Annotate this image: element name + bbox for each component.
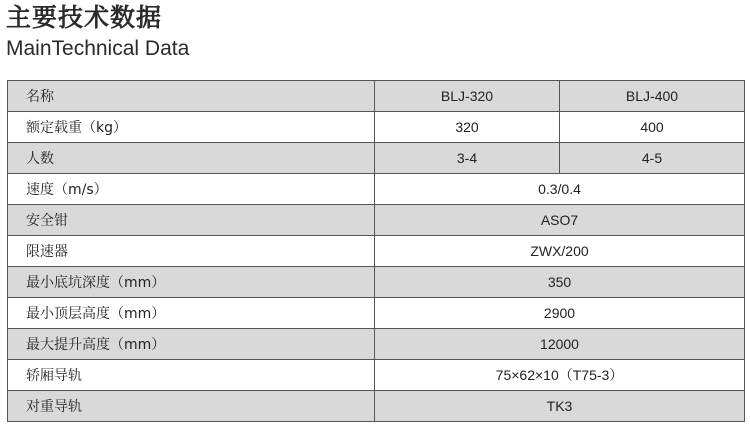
persons-blj-320: 3-4 (375, 143, 560, 174)
table-row (8, 298, 745, 329)
table-row (8, 112, 745, 143)
header-model-blj-400: BLJ-400 (560, 81, 745, 112)
technical-data-table (7, 80, 745, 422)
speed-governor-value: ZWX/200 (375, 236, 745, 267)
row-label-car-guide-rail: 轿厢导轨 (8, 360, 375, 391)
row-label-counterweight-guide-rail: 对重导轨 (8, 391, 375, 422)
row-label-persons: 人数 (8, 143, 375, 174)
table-row (8, 267, 745, 298)
header-model-blj-320: BLJ-320 (375, 81, 560, 112)
persons-blj-400: 4-5 (560, 143, 745, 174)
table-header-row (8, 81, 745, 112)
car-guide-rail-value: 75×62×10（T75-3） (375, 360, 745, 391)
counterweight-guide-rail-value: TK3 (375, 391, 745, 422)
max-travel-height-value: 12000 (375, 329, 745, 360)
row-label-min-pit-depth: 最小底坑深度（mm） (8, 267, 375, 298)
table-row (8, 360, 745, 391)
row-label-min-headroom: 最小顶层高度（mm） (8, 298, 375, 329)
header-name-cell: 名称 (8, 81, 375, 112)
min-headroom-value: 2900 (375, 298, 745, 329)
row-label-max-travel-height: 最大提升高度（mm） (8, 329, 375, 360)
table-row (8, 143, 745, 174)
table-row (8, 391, 745, 422)
min-pit-depth-value: 350 (375, 267, 745, 298)
table-row (8, 205, 745, 236)
row-label-rated-load: 额定载重（kg） (8, 112, 375, 143)
table-row (8, 329, 745, 360)
row-label-speed: 速度（m/s） (8, 174, 375, 205)
table-row (8, 236, 745, 267)
row-label-safety-gear: 安全钳 (8, 205, 375, 236)
table-row (8, 174, 745, 205)
rated-load-blj-320: 320 (375, 112, 560, 143)
page-title-chinese: 主要技术数据 (6, 3, 163, 32)
safety-gear-value: ASO7 (375, 205, 745, 236)
speed-value: 0.3/0.4 (375, 174, 745, 205)
rated-load-blj-400: 400 (560, 112, 745, 143)
row-label-speed-governor: 限速器 (8, 236, 375, 267)
page-title-english: MainTechnical Data (6, 37, 190, 60)
